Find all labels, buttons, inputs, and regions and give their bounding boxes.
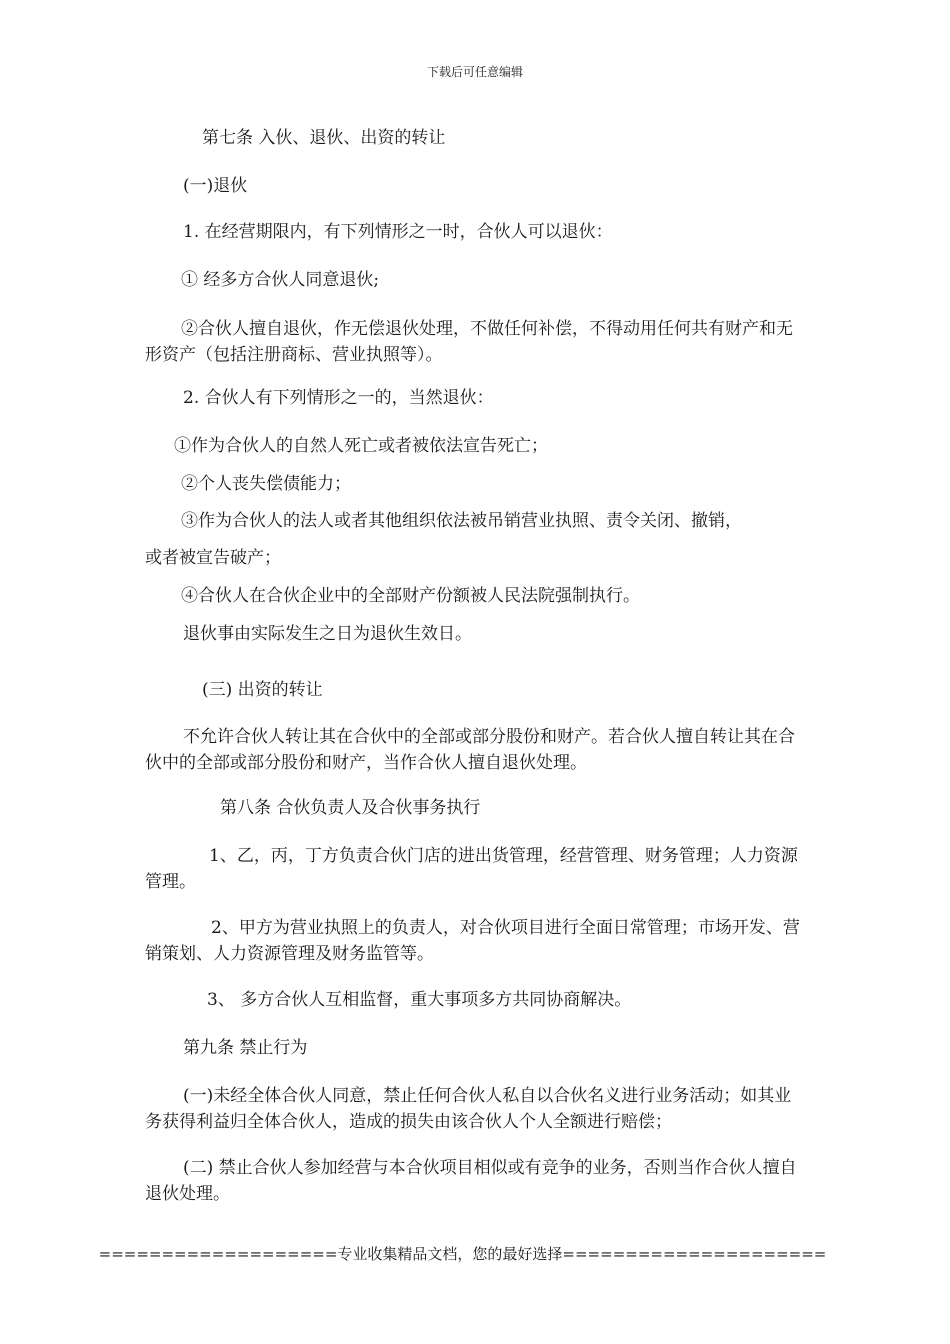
withdrawal-effective-date: 退伙事由实际发生之日为退伙生效日。 (183, 624, 472, 644)
article-8-item-2: 2、甲方为营业执照上的负责人，对合伙项目进行全面日常管理；市场开发、营销策划、人力资源管理及财务监管等。 (145, 918, 800, 964)
page-footer: ===================专业收集精品文档，您的最好选择===================== (98, 1245, 827, 1263)
page-header: 下载后可任意编辑 (426, 65, 523, 79)
article-9-item-2: (二) 禁止合伙人参加经营与本合伙项目相似或有竞争的业务，否则当作合伙人擅自退伙处理。 (145, 1158, 797, 1204)
clause-1-item-1: ① 经多方合伙人同意退伙; (181, 270, 380, 290)
clause-2-item-4: ④合伙人在合伙企业中的全部财产份额被人民法院强制执行。 (181, 586, 640, 606)
section-withdrawal-heading: (一)退伙 (183, 176, 248, 196)
article-8-heading: 第八条 合伙负责人及合伙事务执行 (220, 798, 481, 818)
article-7-heading: 第七条 入伙、退伙、出资的转让 (202, 128, 446, 148)
clause-2: 2. 合伙人有下列情形之一的，当然退伙： (183, 388, 494, 408)
clause-1-item-2: ②合伙人擅自退伙，作无偿退伙处理，不做任何补偿，不得动用任何共有财产和无形资产（包括注册商标、营业执照等）。 (145, 319, 793, 365)
article-8-item-3: 3、 多方合伙人互相监督，重大事项多方共同协商解决。 (207, 990, 632, 1010)
section-transfer-heading: (三) 出资的转让 (202, 680, 323, 700)
clause-2-item-3: ③作为合伙人的法人或者其他组织依法被吊销营业执照、责令关闭、撤销， (181, 511, 742, 531)
clause-2-item-3-cont: 或者被宣告破产； (145, 548, 281, 568)
clause-2-item-2: ②个人丧失偿债能力； (181, 474, 351, 494)
article-9-item-1: (一)未经全体合伙人同意，禁止任何合伙人私自以合伙名义进行业务活动；如其业务获得利益归全体合伙人，造成的损失由该合伙人个人全额进行赔偿； (145, 1086, 792, 1132)
article-8-item-1: 1、乙，丙，丁方负责合伙门店的进出货管理，经营管理、财务管理；人力资源管理。 (145, 846, 798, 892)
transfer-paragraph: 不允许合伙人转让其在合伙中的全部或部分股份和财产。若合伙人擅自转让其在合伙中的全部或部分股份和财产，当作合伙人擅自退伙处理。 (145, 727, 795, 773)
article-9-heading: 第九条 禁止行为 (183, 1038, 308, 1058)
clause-2-item-1: ①作为合伙人的自然人死亡或者被依法宣告死亡； (174, 436, 548, 456)
clause-1: 1. 在经营期限内，有下列情形之一时，合伙人可以退伙： (183, 222, 613, 242)
